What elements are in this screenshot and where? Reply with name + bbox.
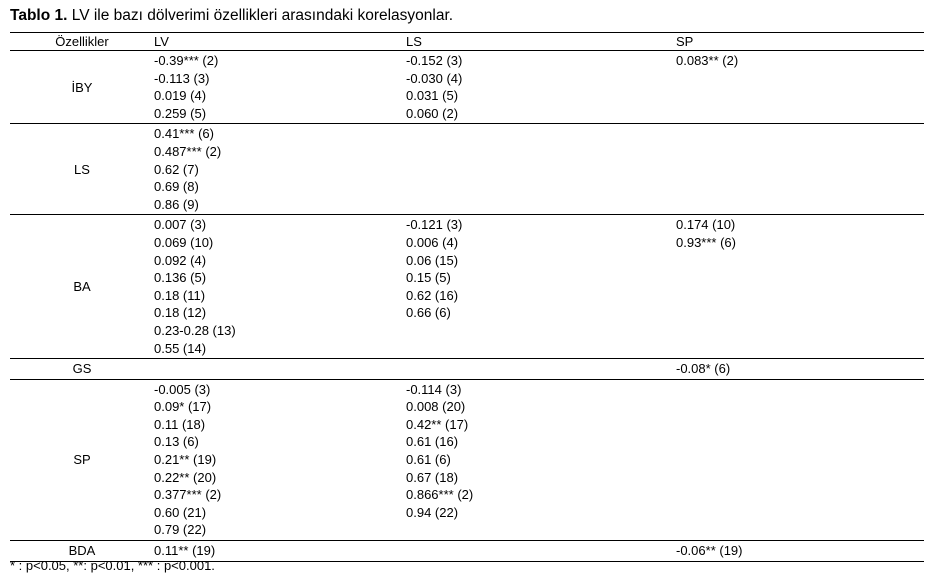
table-caption-text: LV ile bazı dölverimi özellikleri arasındaki korelasyonlar. (67, 7, 454, 24)
lv-value: 0.41*** (6) (154, 126, 214, 142)
sp-value: 0.083** (2) (676, 53, 739, 68)
table-row (10, 51, 924, 124)
ls-value: -0.114 (3) (406, 381, 462, 397)
feature-cell: SP (73, 452, 91, 468)
ls-value: 0.62 (16) (406, 287, 459, 303)
correlation-table (10, 32, 924, 562)
lv-value: 0.13 (6) (154, 434, 199, 450)
ls-cell (406, 124, 676, 215)
lv-value: 0.69 (8) (154, 179, 199, 195)
lv-value: 0.23-0.28 (13) (154, 322, 236, 338)
lv-value: 0.09* (17) (154, 399, 212, 415)
ls-cell (406, 51, 676, 124)
lv-value: 0.092 (4) (154, 252, 207, 268)
lv-cell (154, 51, 406, 124)
sp-cell (676, 51, 924, 124)
lv-value: 0.377*** (2) (154, 487, 222, 503)
lv-value: 0.21** (19) (154, 452, 217, 468)
table-row (10, 215, 924, 359)
ls-cell (406, 215, 676, 359)
table-caption-label: Tablo 1. (10, 7, 68, 24)
feature-cell: İBY (71, 79, 93, 95)
lv-value: 0.487*** (2) (154, 143, 222, 159)
lv-value: 0.11** (19) (154, 543, 216, 559)
feature-cell: GS (72, 361, 92, 377)
header-features: Özellikler (55, 34, 109, 49)
ls-value: -0.030 (4) (406, 70, 463, 86)
ls-cell (406, 541, 676, 562)
ls-cell (406, 359, 676, 380)
lv-value: 0.62 (7) (154, 161, 199, 177)
lv-value: 0.259 (5) (154, 105, 207, 121)
ls-value: 0.61 (6) (406, 452, 451, 468)
table-row (10, 379, 924, 540)
ls-value: 0.61 (16) (406, 434, 459, 450)
header-sp: SP (676, 34, 694, 49)
table-caption (10, 7, 453, 25)
sp-cell (676, 541, 924, 562)
lv-value: 0.11 (18) (154, 416, 206, 432)
feature-cell: LS (74, 161, 90, 177)
header-lv: LV (154, 34, 169, 49)
lv-value: 0.55 (14) (154, 340, 207, 356)
feature-cell: BA (73, 279, 91, 295)
sp-cell (676, 124, 924, 215)
sp-value: 0.174 (10) (676, 217, 736, 233)
sp-cell (676, 359, 924, 380)
lv-cell (154, 359, 406, 380)
ls-value: 0.006 (4) (406, 234, 459, 250)
ls-value: -0.152 (3) (406, 53, 463, 68)
lv-value: 0.069 (10) (154, 234, 214, 250)
table-body (10, 51, 924, 562)
lv-value: 0.136 (5) (154, 270, 207, 286)
lv-value: -0.113 (3) (154, 70, 210, 86)
lv-cell (154, 124, 406, 215)
sp-value: 0.93*** (6) (676, 234, 736, 250)
ls-value: 0.94 (22) (406, 504, 459, 520)
ls-value: 0.008 (20) (406, 399, 466, 415)
ls-value: 0.15 (5) (406, 270, 451, 286)
ls-value: 0.67 (18) (406, 469, 459, 485)
ls-value: 0.66 (6) (406, 305, 451, 321)
lv-value: 0.18 (11) (154, 287, 206, 303)
sp-value: -0.06** (19) (676, 543, 743, 559)
lv-value: 0.22** (20) (154, 469, 217, 485)
lv-value: 0.019 (4) (154, 88, 207, 104)
lv-cell (154, 215, 406, 359)
table-row (10, 124, 924, 215)
ls-cell (406, 379, 676, 540)
ls-value: 0.42** (17) (406, 416, 469, 432)
lv-value: 0.86 (9) (154, 196, 199, 212)
header-ls: LS (406, 34, 422, 49)
lv-value: 0.79 (22) (154, 522, 207, 538)
table-row (10, 359, 924, 380)
ls-value: 0.06 (15) (406, 252, 459, 268)
lv-value: -0.005 (3) (154, 381, 211, 397)
sp-value: -0.08* (6) (676, 361, 731, 377)
ls-value: 0.060 (2) (406, 105, 459, 121)
table-footnote: * : p<0.05, **: p<0.01, *** : p<0.001. (10, 558, 215, 573)
ls-value: -0.121 (3) (406, 217, 463, 233)
lv-value: -0.39*** (2) (154, 53, 219, 68)
table-header (10, 33, 924, 51)
lv-value: 0.60 (21) (154, 504, 207, 520)
sp-cell (676, 215, 924, 359)
ls-value: 0.866*** (2) (406, 487, 474, 503)
feature-cell: BDA (68, 543, 96, 559)
lv-value: 0.007 (3) (154, 217, 207, 233)
lv-cell (154, 379, 406, 540)
ls-value: 0.031 (5) (406, 88, 459, 104)
lv-value: 0.18 (12) (154, 305, 207, 321)
sp-cell (676, 379, 924, 540)
